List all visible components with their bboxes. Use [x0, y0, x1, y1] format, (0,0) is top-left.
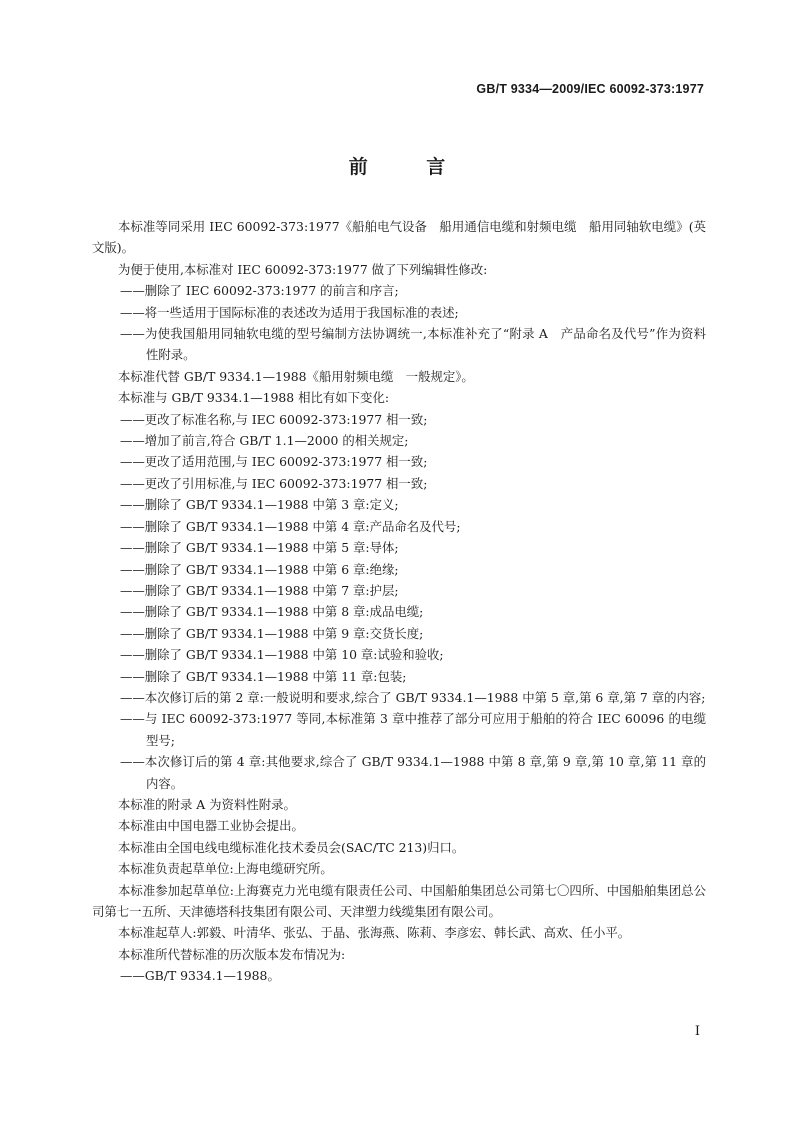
- body-paragraph: 本标准由全国电线电缆标准化技术委员会(SAC/TC 213)归口。: [118, 839, 465, 855]
- body-paragraph: 本标准代替 GB/T 9334.1—1988《船用射频电缆 一般规定》。: [118, 368, 474, 384]
- dash-list-item: ——删除了 GB/T 9334.1—1988 中第 8 章:成品电缆;: [120, 604, 424, 620]
- body-paragraph: 本标准参加起草单位:上海赛克力光电缆有限责任公司、中国船舶集团总公司第七〇四所、中国船舶集团总公司第七一五所、天津德塔科技集团有限公司、天津塑力线缆集团有限公司。: [92, 882, 706, 919]
- body-paragraph: 为便于使用,本标准对 IEC 60092-373:1977 做了下列编辑性修改:: [118, 261, 488, 277]
- dash-list-item: ——删除了 GB/T 9334.1—1988 中第 11 章:包装;: [120, 668, 407, 684]
- body-paragraph: 本标准起草人:郭毅、叶清华、张弘、于晶、张海燕、陈莉、李彦宏、韩长武、高欢、任小平。: [118, 925, 631, 941]
- dash-list-item: ——删除了 GB/T 9334.1—1988 中第 5 章:导体;: [120, 540, 399, 556]
- dash-list-item: ——更改了适用范围,与 IEC 60092-373:1977 相一致;: [120, 454, 428, 470]
- dash-list-item: ——GB/T 9334.1—1988。: [120, 968, 280, 984]
- dash-list-item: ——更改了引用标准,与 IEC 60092-373:1977 相一致;: [120, 475, 428, 491]
- dash-list-item: ——删除了 GB/T 9334.1—1988 中第 9 章:交货长度;: [120, 625, 424, 641]
- dash-list-item: ——删除了 IEC 60092-373:1977 的前言和序言;: [120, 283, 399, 299]
- dash-list-item: ——更改了标准名称,与 IEC 60092-373:1977 相一致;: [120, 411, 428, 427]
- dash-list-item: ——删除了 GB/T 9334.1—1988 中第 3 章:定义;: [120, 497, 399, 513]
- body-paragraph: 本标准的附录 A 为资料性附录。: [118, 796, 296, 812]
- page-number: I: [694, 1024, 700, 1039]
- page-title: 前 言: [348, 156, 472, 178]
- dash-list-item: ——删除了 GB/T 9334.1—1988 中第 4 章:产品命名及代号;: [120, 518, 461, 534]
- body-paragraph: 本标准等同采用 IEC 60092-373:1977《船舶电气设备 船用通信电缆和射频电缆 船用同轴软电缆》(英文版)。: [92, 219, 706, 256]
- dash-list-item: ——将一些适用于国际标准的表述改为适用于我国标准的表述;: [120, 304, 459, 320]
- dash-list-item: ——删除了 GB/T 9334.1—1988 中第 7 章:护层;: [120, 582, 399, 598]
- dash-list-item: ——本次修订后的第 4 章:其他要求,综合了 GB/T 9334.1—1988 中第 8 章,第 9 章,第 10 章,第 11 章的内容。: [120, 754, 706, 791]
- body-paragraph: 本标准所代替标准的历次版本发布情况为:: [118, 946, 346, 962]
- dash-list-item: ——与 IEC 60092-373:1977 等同,本标准第 3 章中推荐了部分可应用于船舶的符合 IEC 60096 的电缆型号;: [120, 711, 706, 748]
- body-paragraph: 本标准与 GB/T 9334.1—1988 相比有如下变化:: [118, 390, 390, 406]
- standard-code-header: GB/T 9334—2009/IEC 60092-373:1977: [476, 82, 704, 96]
- dash-list-item: ——删除了 GB/T 9334.1—1988 中第 10 章:试验和验收;: [120, 647, 444, 663]
- dash-list-item: ——增加了前言,符合 GB/T 1.1—2000 的相关规定;: [120, 433, 409, 449]
- body-paragraph: 本标准负责起草单位:上海电缆研究所。: [118, 861, 333, 877]
- dash-list-item: ——为使我国船用同轴软电缆的型号编制方法协调统一,本标准补充了“附录 A 产品命名及代号”作为资料性附录。: [120, 326, 706, 363]
- dash-list-item: ——删除了 GB/T 9334.1—1988 中第 6 章:绝缘;: [120, 561, 399, 577]
- dash-list-item: ——本次修订后的第 2 章:一般说明和要求,综合了 GB/T 9334.1—1988 中第 5 章,第 6 章,第 7 章的内容;: [120, 689, 706, 705]
- foreword-body: [92, 216, 706, 987]
- body-paragraph: 本标准由中国电器工业协会提出。: [118, 818, 304, 834]
